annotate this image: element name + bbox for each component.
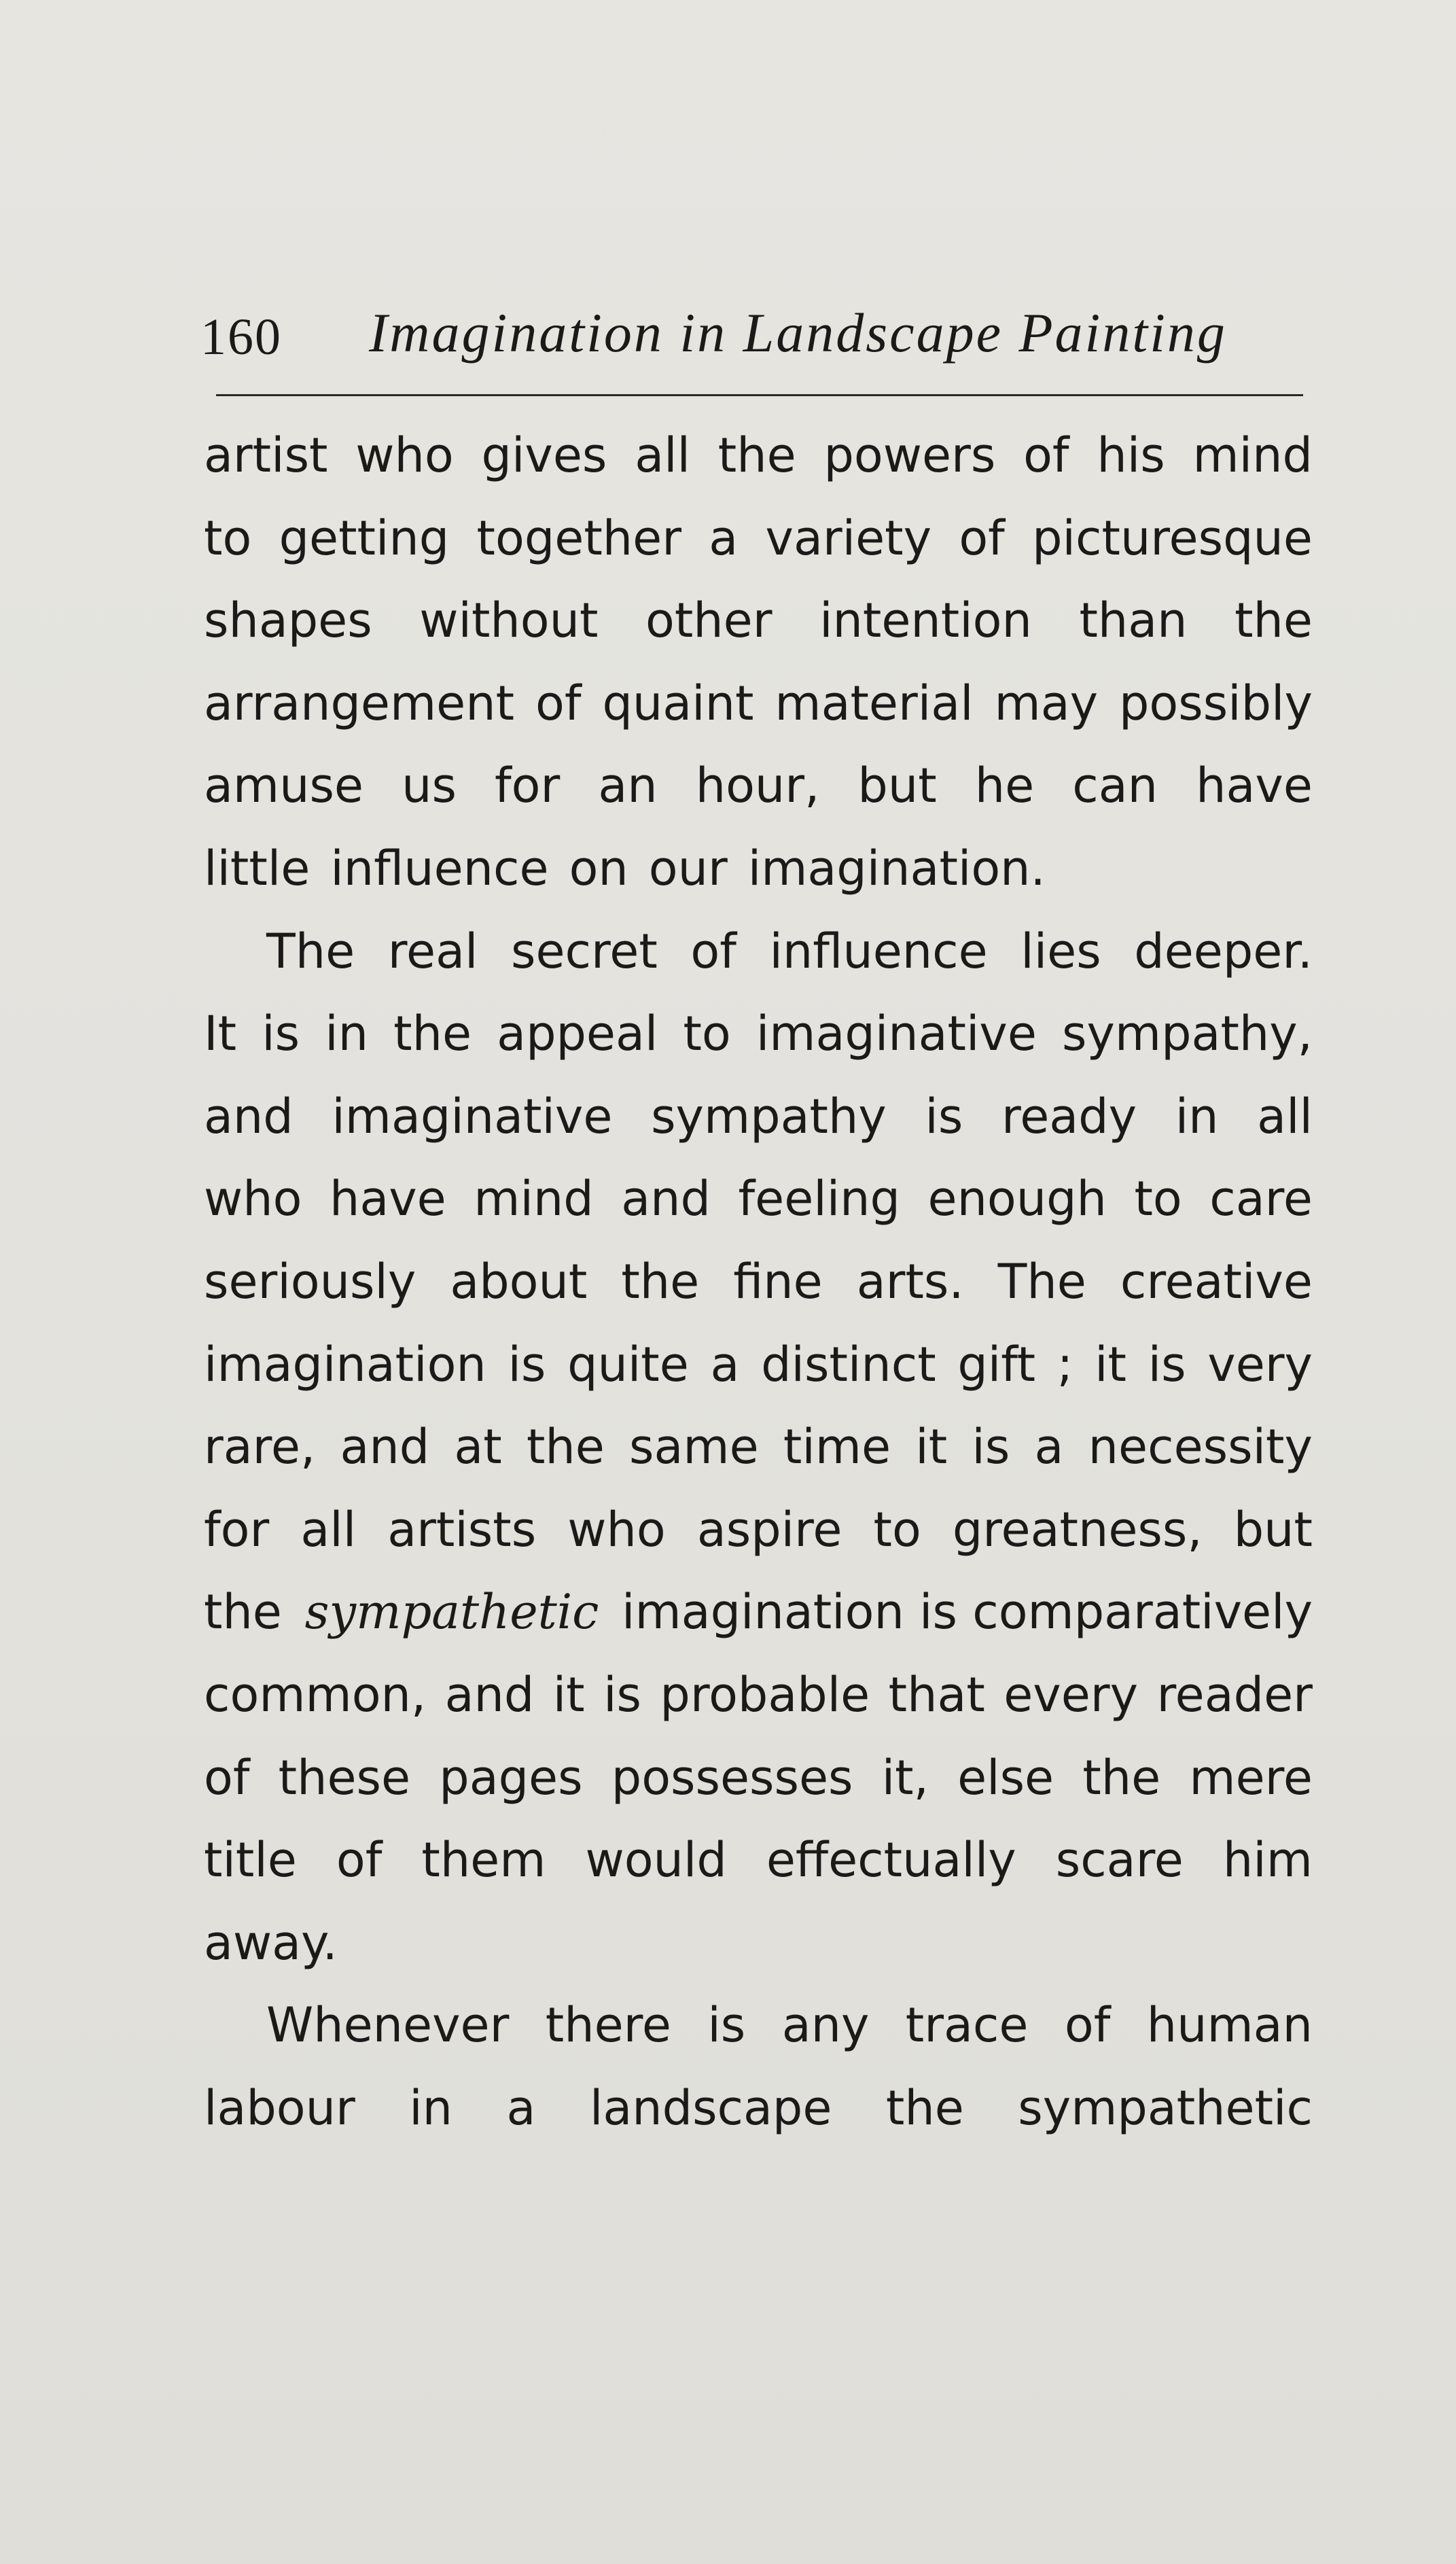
word: who: [567, 1501, 666, 1558]
word: influence: [769, 923, 988, 979]
paragraph-first-line: [204, 911, 1313, 994]
word: quite: [567, 1336, 689, 1392]
word: the: [885, 2079, 964, 2136]
word: enough: [927, 1171, 1107, 1227]
text-line-with-italic: [204, 1571, 1313, 1654]
word: appeal: [497, 1006, 658, 1062]
word: the: [1082, 1749, 1161, 1806]
word: else: [957, 1749, 1054, 1806]
word: greatness,: [952, 1501, 1203, 1558]
word: deeper.: [1134, 923, 1313, 979]
word: in: [409, 2079, 453, 2136]
word: and: [444, 1666, 535, 1723]
word: to: [1134, 1171, 1182, 1227]
word: material: [775, 675, 974, 731]
word: artists: [387, 1501, 537, 1558]
word: the: [717, 427, 796, 483]
word: the: [526, 1419, 605, 1475]
word: fine: [733, 1253, 823, 1310]
word: very: [1207, 1336, 1313, 1392]
word: may: [994, 675, 1099, 731]
word: without: [419, 593, 599, 649]
word: mere: [1189, 1749, 1313, 1806]
word: landscape: [589, 2079, 832, 2136]
word: a: [1034, 1419, 1064, 1475]
word: feeling: [738, 1171, 900, 1227]
word: lies: [1020, 923, 1101, 979]
word: reader: [1156, 1666, 1313, 1723]
word: all: [635, 427, 690, 483]
word: is: [603, 1666, 641, 1723]
word: there: [545, 1997, 671, 2054]
word: sympathetic: [1018, 2079, 1313, 2136]
word: these: [278, 1749, 411, 1806]
word: arts.: [856, 1253, 964, 1310]
word: is: [972, 1419, 1010, 1475]
word: human: [1146, 1997, 1313, 2054]
word: and: [204, 1088, 294, 1144]
word: of: [1023, 427, 1069, 483]
word: have: [329, 1171, 446, 1227]
text-line: [204, 497, 1313, 580]
word: ready: [1001, 1088, 1137, 1144]
text-line: [204, 1076, 1313, 1159]
text-line: [204, 2067, 1313, 2150]
paragraph-first-line: [204, 1984, 1313, 2067]
word: aspire: [696, 1501, 842, 1558]
word: away.: [204, 1914, 338, 1971]
word: imaginative: [332, 1088, 613, 1144]
word: to: [204, 510, 252, 566]
word: real: [387, 923, 478, 979]
word: variety: [765, 510, 932, 566]
word: powers: [823, 427, 996, 483]
text-line: [204, 1324, 1313, 1407]
word: imaginative: [756, 1006, 1037, 1062]
word: picturesque: [1032, 510, 1313, 566]
word: of: [690, 923, 736, 979]
line-remainder: imagination is comparatively: [622, 1584, 1313, 1640]
word: is: [1148, 1336, 1186, 1392]
word: trace: [905, 1997, 1029, 2054]
word: pages: [439, 1749, 583, 1806]
word: title: [204, 1832, 297, 1889]
word: intention: [819, 593, 1032, 649]
word: who: [355, 427, 454, 483]
word: any: [781, 1997, 870, 2054]
word: is: [508, 1336, 546, 1392]
word: little: [204, 840, 310, 896]
word: it,: [881, 1749, 929, 1806]
text-line: [204, 1406, 1313, 1489]
word: scare: [1055, 1832, 1184, 1889]
word: the: [621, 1253, 700, 1310]
word: possesses: [611, 1749, 853, 1806]
word: our: [648, 840, 728, 896]
word: an: [598, 758, 658, 814]
word: gift: [957, 1336, 1036, 1392]
text-line: [204, 1737, 1313, 1820]
word: than: [1079, 593, 1188, 649]
word: them: [421, 1832, 546, 1889]
word: but: [1233, 1501, 1313, 1558]
word: for: [495, 758, 561, 814]
word: sympathy: [651, 1088, 887, 1144]
word: same: [629, 1419, 759, 1475]
word: hour,: [695, 758, 820, 814]
text-line: [204, 415, 1313, 497]
word: labour: [204, 2079, 355, 2136]
word: it: [552, 1666, 585, 1723]
word: and: [621, 1171, 711, 1227]
word: It: [204, 1006, 237, 1062]
word: arrangement: [204, 675, 515, 731]
text-line: [204, 580, 1313, 663]
word: Whenever: [266, 1997, 510, 2054]
running-title: Imagination in Landscape Painting: [369, 302, 1227, 364]
italic-word: sympathetic: [304, 1584, 599, 1640]
word: the: [204, 1584, 282, 1640]
page-number: 160: [200, 309, 282, 366]
word: would: [585, 1832, 727, 1889]
word: probable: [660, 1666, 870, 1723]
word: the: [1235, 593, 1313, 649]
word: care: [1209, 1171, 1313, 1227]
word: quaint: [602, 675, 754, 731]
word: amuse: [204, 758, 363, 814]
text-line: [204, 663, 1313, 745]
word: and: [340, 1419, 430, 1475]
word: is: [925, 1088, 963, 1144]
word: a: [709, 510, 739, 566]
word: shapes: [204, 593, 372, 649]
word: rare,: [204, 1419, 316, 1475]
word: but: [857, 758, 937, 814]
text-line: [204, 1902, 1313, 1985]
word: imagination: [204, 1336, 486, 1392]
word: the: [393, 1006, 472, 1062]
word: common,: [204, 1666, 427, 1723]
word: about: [450, 1253, 588, 1310]
text-line: [204, 1819, 1313, 1902]
word: necessity: [1088, 1419, 1313, 1475]
word: mind: [474, 1171, 594, 1227]
word: The: [266, 923, 355, 979]
body-text: [204, 415, 1313, 2149]
word: of: [959, 510, 1005, 566]
word: that: [888, 1666, 985, 1723]
word: is: [262, 1006, 300, 1062]
word: us: [402, 758, 457, 814]
word: of: [336, 1832, 383, 1889]
word: all: [300, 1501, 357, 1558]
word: mind: [1192, 427, 1313, 483]
word: a: [506, 2079, 536, 2136]
text-line: [204, 993, 1313, 1076]
word: his: [1097, 427, 1165, 483]
word: it: [915, 1419, 948, 1475]
word: of: [1064, 1997, 1111, 2054]
word: who: [204, 1171, 302, 1227]
text-line: [204, 1654, 1313, 1737]
word: together: [476, 510, 681, 566]
word: artist: [204, 427, 328, 483]
word: in: [1175, 1088, 1219, 1144]
word: him: [1222, 1832, 1313, 1889]
word: distinct: [761, 1336, 936, 1392]
word: a: [710, 1336, 740, 1392]
word: at: [454, 1419, 502, 1475]
word: to: [683, 1006, 731, 1062]
word: have: [1196, 758, 1313, 814]
word: possibly: [1118, 675, 1313, 731]
word: to: [873, 1501, 921, 1558]
word: seriously: [204, 1253, 416, 1310]
word: imagination.: [747, 840, 1046, 896]
word: on: [569, 840, 628, 896]
word: secret: [511, 923, 658, 979]
word: is: [707, 1997, 746, 2054]
word: in: [325, 1006, 369, 1062]
text-line: [204, 828, 1313, 911]
word: of: [535, 675, 582, 731]
word: time: [783, 1419, 891, 1475]
word: effectually: [766, 1832, 1016, 1889]
word: every: [1004, 1666, 1138, 1723]
word: ;: [1057, 1336, 1073, 1392]
word: for: [204, 1501, 270, 1558]
word: getting: [279, 510, 450, 566]
word: The: [997, 1253, 1086, 1310]
word: gives: [481, 427, 607, 483]
word: of: [204, 1749, 250, 1806]
word: influence: [330, 840, 549, 896]
word: other: [645, 593, 773, 649]
word: sympathy,: [1062, 1006, 1313, 1062]
text-line: [204, 745, 1313, 828]
text-line: [204, 1241, 1313, 1324]
header-rule: [216, 394, 1303, 396]
page-header: [200, 301, 1304, 369]
text-line: [204, 1158, 1313, 1241]
word: it: [1095, 1336, 1126, 1392]
word: creative: [1120, 1253, 1313, 1310]
word: all: [1257, 1088, 1313, 1144]
text-line: [204, 1489, 1313, 1572]
word: can: [1072, 758, 1158, 814]
word: he: [974, 758, 1035, 814]
